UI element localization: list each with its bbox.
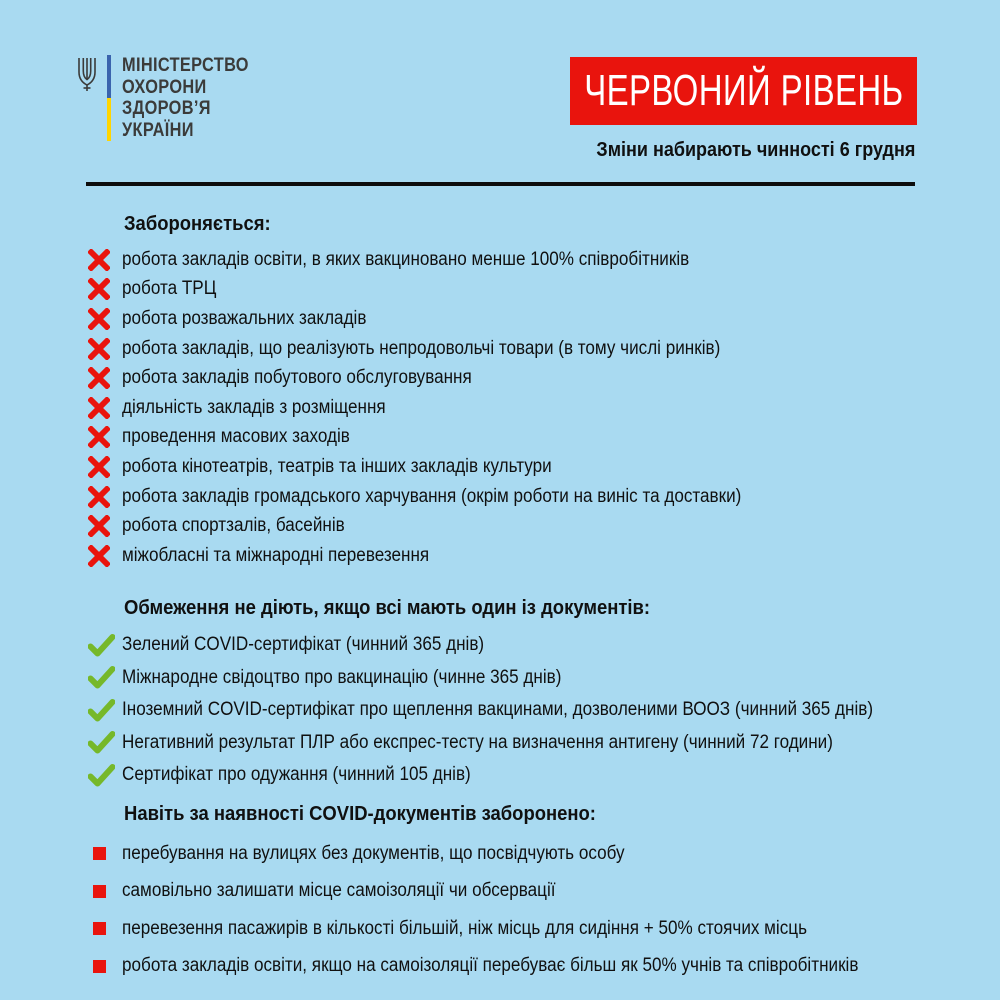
cross-icon [88,338,122,360]
check-icon [88,666,122,689]
square-bullet-icon [88,922,122,935]
cross-icon [88,367,122,389]
item-label: діяльність закладів з розміщення [122,396,386,418]
check-icon [88,699,122,722]
list-item [88,482,970,512]
flag-blue-segment [107,55,111,98]
list-item [88,629,970,662]
section-always-prohibited [88,802,970,985]
cross-icon [88,456,122,478]
check-icon [88,764,122,787]
list-item [88,835,970,873]
item-label: робота розважальних закладів [122,307,367,329]
item-label: перевезення пасажирів в кількості більшій, ніж місць для сидіння + 50% стоячих місць [122,917,807,939]
item-label: робота закладів освіти, якщо на самоізоляції перебуває більш як 50% учнів та співробітників [122,955,859,977]
item-label: робота ТРЦ [122,278,217,300]
list-item [88,245,970,275]
list-item [88,694,970,727]
item-label: робота закладів освіти, в яких вакциновано менше 100% співробітників [122,248,690,270]
cross-icon [88,249,122,271]
alert-level-title: ЧЕРВОНИЙ РІВЕНЬ [583,66,904,115]
ministry-logo [75,55,270,141]
item-label: робота кінотеатрів, театрів та інших закладів культури [122,455,552,477]
effective-date-note: Зміни набирають чинності 6 грудня [596,139,915,161]
section-heading: Забороняється: [124,212,271,235]
square-bullet-icon [88,960,122,973]
cross-icon [88,308,122,330]
item-label: робота закладів побутового обслуговування [122,367,472,389]
item-label: Негативний результат ПЛР або експрес-тесту на визначення антигену (чинний 72 години) [122,731,833,753]
list-item [88,727,970,760]
list-item [88,662,970,695]
list-item [88,452,970,482]
section-exemptions [88,596,970,792]
item-label: проведення масових заходів [122,426,350,448]
square-bullet-icon [88,847,122,860]
check-icon [88,731,122,754]
ukraine-trident-icon [75,57,99,93]
exemptions-list [88,629,970,792]
cross-icon [88,397,122,419]
item-label: робота закладів, що реалізують непродовольчі товари (в тому числі ринків) [122,337,721,359]
list-item [88,304,970,334]
cross-icon [88,426,122,448]
list-item [88,363,970,393]
cross-icon [88,545,122,567]
section-prohibited [88,212,970,571]
cross-icon [88,278,122,300]
prohibited-list [88,245,970,571]
section-heading: Обмеження не діють, якщо всі мають один із документів: [124,596,651,619]
list-item [88,541,970,571]
section-heading: Навіть за наявності COVID-документів заборонено: [124,802,596,825]
list-item [88,511,970,541]
item-label: перебування на вулицях без документів, що посвідчують особу [122,842,625,864]
ministry-name-line: ОХОРОНИ [122,76,207,98]
alert-level-banner [570,57,917,125]
list-item [88,423,970,453]
check-icon [88,634,122,657]
item-label: робота закладів громадського харчування (окрім роботи на виніс та доставки) [122,485,742,507]
item-label: самовільно залишати місце самоізоляції чи обсервації [122,880,556,902]
list-item [88,910,970,948]
ministry-name-line: УКРАЇНИ [122,119,194,141]
item-label: Зелений COVID-сертифікат (чинний 365 днів) [122,634,485,656]
always-prohibited-list [88,835,970,985]
list-item [88,393,970,423]
list-item [88,759,970,792]
horizontal-rule [86,182,915,186]
item-label: Сертифікат про одужання (чинний 105 днів) [122,764,471,786]
ministry-name [122,55,249,141]
item-label: Міжнародне свідоцтво про вакцинацію (чинне 365 днів) [122,666,562,688]
list-item [88,334,970,364]
item-label: міжобласні та міжнародні перевезення [122,544,430,566]
item-label: Іноземний COVID-сертифікат про щеплення вакцинами, дозволеними ВООЗ (чинний 365 днів) [122,699,874,721]
flag-yellow-segment [107,98,111,141]
item-label: робота спортзалів, басейнів [122,515,345,537]
square-bullet-icon [88,885,122,898]
cross-icon [88,515,122,537]
flag-stripe [107,55,111,141]
ministry-name-line: ЗДОРОВ’Я [122,98,211,119]
ministry-name-line: МІНІСТЕРСТВО [122,55,249,76]
list-item [88,873,970,911]
cross-icon [88,486,122,508]
list-item [88,948,970,986]
list-item [88,275,970,305]
